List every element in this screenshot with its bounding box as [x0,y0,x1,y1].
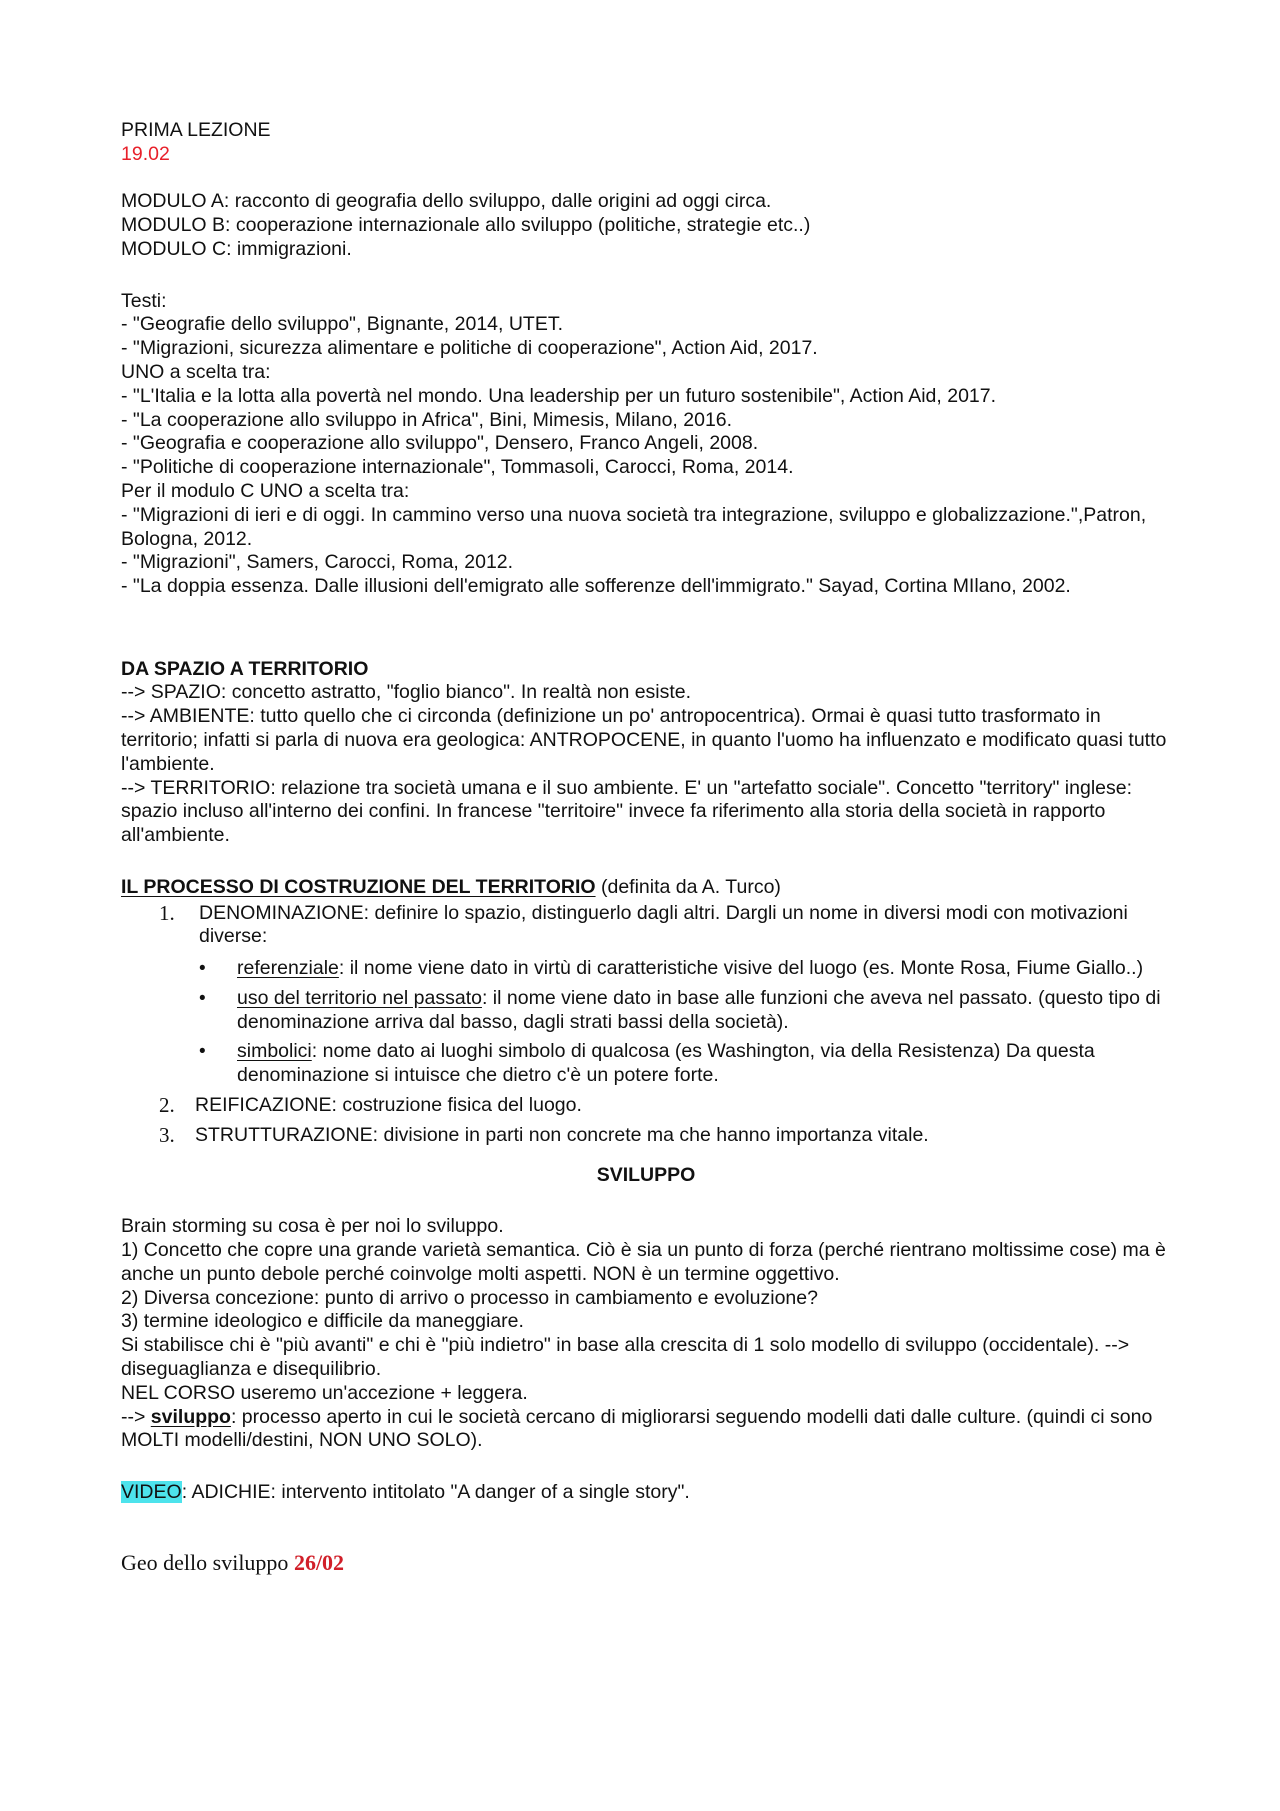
list-item [121,902,1171,1089]
bullet-text: : il nome viene dato in base alle funzioni che aveva nel passato. (questo tipo di denominazione arriva dal basso, dagli strati bassi della società). [237,986,1161,1033]
processo-heading-note: (definita da A. Turco) [595,875,781,898]
text-line: - "Migrazioni, sicurezza alimentare e politiche di cooperazione", Action Aid, 2017. [121,337,818,360]
lesson-title: PRIMA LEZIONE [121,119,271,141]
paragraph: 3) termine ideologico e difficile da maneggiare. [121,1310,524,1333]
list-number: 3. [159,1122,175,1147]
text-line: - "Geografia e cooperazione allo sviluppo", Densero, Franco Angeli, 2008. [121,432,759,455]
video-label: VIDEO [121,1481,182,1504]
paragraph: 1) Concetto che copre una grande varietà semantica. Ciò è sia un punto di forza (perché rientrano moltissime cose) ma è anche un punto debole perché coinvolge molti aspetti. NON è un termine oggettivo. [121,1239,1166,1285]
text-line: - "Geografie dello sviluppo", Bignante, 2014, UTET. [121,313,564,336]
bullet-icon: • [199,987,206,1009]
sviluppo-term: sviluppo [150,1405,231,1428]
video-text: : ADICHIE: intervento intitolato "A danger of a single story". [181,1481,690,1504]
paragraph: NEL CORSO useremo un'accezione + leggera. [121,1381,528,1404]
text-line: - "La cooperazione allo sviluppo in Africa", Bini, Mimesis, Milano, 2016. [121,408,733,431]
next-lesson-text: Geo dello sviluppo [121,1549,294,1575]
section-heading-processo [121,876,1171,900]
list-item [121,1124,1171,1148]
document-body [121,119,1171,1574]
list-number: 2. [159,1093,175,1118]
denominazione-bullets [199,957,1171,1088]
bullet-term: uso del territorio nel passato [237,986,482,1009]
list-item-text: DENOMINAZIONE: definire lo spazio, distinguerlo dagli altri. Dargli un nome in diversi modi con motivazioni diverse: [199,901,1128,948]
section-heading-sviluppo: SVILUPPO [596,1163,696,1186]
bullet-item [199,957,1171,981]
paragraph: Si stabilisce chi è "più avanti" e chi è "più indietro" in base alla crescita di 1 solo modello di sviluppo (occidentale). --> diseguaglianza e disequilibrio. [121,1334,1130,1381]
module-a: MODULO A: racconto di geografia dello sviluppo, dalle origini ad oggi circa. [121,190,772,213]
paragraph: Brain storming su cosa è per noi lo sviluppo. [121,1215,504,1238]
list-item [121,1094,1171,1118]
bullet-term: referenziale [237,957,339,980]
text-line: - "L'Italia e la lotta alla povertà nel mondo. Una leadership per un futuro sostenibile", Action Aid, 2017. [121,384,997,407]
paragraph: --> TERRITORIO: relazione tra società umana e il suo ambiente. E' un "artefatto sociale". Concetto "territory" inglese: spazio incluso all'interno dei confini. In francese "territoire" invece fa riferimento alla storia della società in rapporto all'ambiente. [121,776,1133,847]
text-line: Per il modulo C UNO a scelta tra: [121,479,410,502]
text-line: - "Politiche di cooperazione internazionale", Tommasoli, Carocci, Roma, 2014. [121,456,794,479]
paragraph: 2) Diversa concezione: punto di arrivo o processo in cambiamento e evoluzione? [121,1286,818,1309]
sviluppo-def-text: : processo aperto in cui le società cercano di migliorarsi seguendo modelli dati dalle culture. (quindi ci sono MOLTI modelli/destini, NON UNO SOLO). [121,1405,1153,1452]
bullet-item [199,1040,1171,1088]
texts-heading: Testi: [121,289,167,312]
processo-list [121,902,1171,1148]
text-line: - "La doppia essenza. Dalle illusioni dell'emigrato alle sofferenze dell'immigrato." Sayad, Cortina MIlano, 2002. [121,575,1071,598]
sviluppo-definition [121,1406,1171,1454]
list-number: 1. [159,900,175,925]
module-b: MODULO B: cooperazione internazionale allo sviluppo (politiche, strategie etc..) [121,214,811,237]
section-heading-spazio: DA SPAZIO A TERRITORIO [121,657,369,680]
bullet-text: : nome dato ai luoghi simbolo di qualcosa (es Washington, via della Resistenza) Da questa denominazione si intuisce che dietro c'è un potere forte. [237,1040,1095,1087]
text-line: - "Migrazioni", Samers, Carocci, Roma, 2012. [121,551,514,574]
arrow-prefix: --> [121,1405,151,1428]
bullet-icon: • [199,1041,206,1063]
video-line [121,1481,1171,1505]
list-item-text: STRUTTURAZIONE: divisione in parti non concrete ma che hanno importanza vitale. [195,1123,929,1146]
bullet-text: : il nome viene dato in virtù di caratteristiche visive del luogo (es. Monte Rosa, Fiume Giallo..) [338,957,1144,980]
processo-heading-text: IL PROCESSO DI COSTRUZIONE DEL TERRITORIO [121,875,596,898]
module-c: MODULO C: immigrazioni. [121,237,352,260]
next-lesson-date: 26/02 [293,1549,345,1575]
bullet-term: simbolici [237,1040,312,1063]
bullet-icon: • [199,958,206,980]
bullet-item [199,987,1171,1035]
list-item-text: REIFICAZIONE: costruzione fisica del luogo. [195,1094,582,1117]
paragraph: --> SPAZIO: concetto astratto, "foglio bianco". In realtà non esiste. [121,681,692,704]
next-lesson-heading [121,1551,1171,1575]
paragraph: --> AMBIENTE: tutto quello che ci circonda (definizione un po' antropocentrica). Ormai è quasi tutto trasformato in territorio; infatti si parla di nuova era geologica: ANTROPOCENE, in quanto l'uomo ha influenzato e modificato quasi tutto l'ambiente. [121,705,1167,775]
text-line: UNO a scelta tra: [121,360,271,383]
lesson-date: 19.02 [121,142,170,165]
text-line: - "Migrazioni di ieri e di oggi. In cammino verso una nuova società tra integrazione, sviluppo e globalizzazione.",Patron, Bologna, 2012. [121,503,1147,550]
